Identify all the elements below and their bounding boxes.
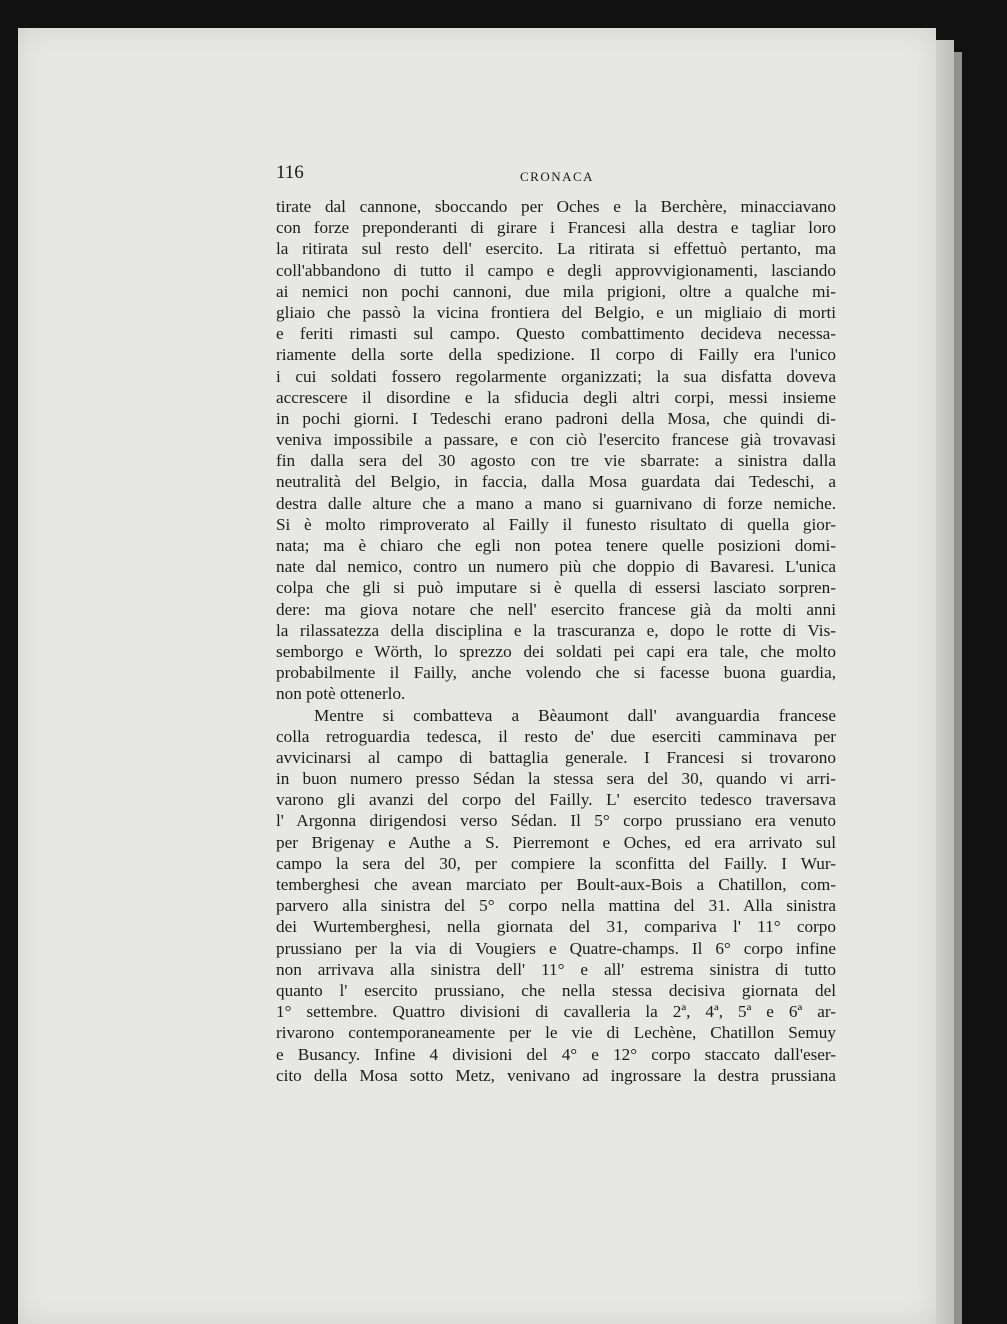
text-line: destra dalle alture che a mano a mano si guarnivano di forze nemiche. xyxy=(276,493,836,513)
text-line: nata; ma è chiaro che egli non potea tenere quelle posizioni domi- xyxy=(276,536,836,555)
text-line: in buon numero presso Sédan la stessa sera del 30, quando vi arri- xyxy=(276,769,836,789)
text-line: e Busancy. Infine 4 divisioni del 4° e 12° corpo staccato dall'eser- xyxy=(276,1044,836,1064)
text-line: la rilassatezza della disciplina e la trascuranza e, dopo le rotte di Vis- xyxy=(276,620,836,640)
page-number: 116 xyxy=(276,162,304,183)
text-line: 1° settembre. Quattro divisioni di cavalleria la 2ª, 4ª, 5ª e 6ª ar- xyxy=(276,1002,836,1022)
text-line: e feriti rimasti sul campo. Questo combattimento decideva necessa- xyxy=(276,324,836,344)
text-line: parvero alla sinistra del 5° corpo nella mattina del 31. Alla sinistra xyxy=(276,896,836,916)
text-line: colla retroguardia tedesca, il resto de' due eserciti camminava per xyxy=(276,726,836,746)
text-line: probabilmente il Failly, anche volendo che si facesse buona guardia, xyxy=(276,663,836,683)
text-line: coll'abbandono di tutto il campo e degli approvvigionamenti, lasciando xyxy=(276,260,836,280)
text-line: riamente della sorte della spedizione. Il corpo di Failly era l'unico xyxy=(276,345,836,365)
text-line: l' Argonna dirigendosi verso Sédan. Il 5° corpo prussiano era venuto xyxy=(276,811,836,831)
page-edge xyxy=(936,40,954,1324)
text-line: dere: ma giova notare che nell' esercito francese già da molti anni xyxy=(276,599,836,619)
text-line: la ritirata sul resto dell' esercito. La ritirata si effettuò pertanto, ma xyxy=(276,239,836,259)
text-line: tirate dal cannone, sboccando per Oches e la Berchère, minacciavano xyxy=(276,197,836,216)
text-line: in pochi giorni. I Tedeschi erano padroni della Mosa, che quindi di- xyxy=(276,408,836,428)
text-line: dei Wurtemberghesi, nella giornata del 31, compariva l' 11° corpo xyxy=(276,917,836,937)
text-line: veniva impossibile a passare, e con ciò l'esercito francese già trovavasi xyxy=(276,430,836,450)
text-line: ai nemici non pochi cannoni, due mila prigioni, oltre a qualche mi- xyxy=(276,281,836,301)
text-line: fin dalla sera del 30 agosto con tre vie sbarrate: a sinistra dalla xyxy=(276,451,836,471)
text-line: avvicinarsi al campo di battaglia generale. I Francesi si trovarono xyxy=(276,747,836,767)
text-line: rivarono contemporaneamente per le vie di Lechène, Chatillon Semuy xyxy=(276,1023,836,1043)
text-line: i cui soldati fossero regolarmente organizzati; la sua disfatta doveva xyxy=(276,366,836,386)
running-head xyxy=(276,162,836,190)
text-line: Si è molto rimproverato al Failly il funesto risultato di quella gior- xyxy=(276,514,836,534)
text-line: colpa che gli si può imputare si è quella di essersi lasciato sorpren- xyxy=(276,578,836,598)
text-line: non arrivava alla sinistra dell' 11° e all' estrema sinistra di tutto xyxy=(276,959,836,979)
text-line: per Brigenay e Authe a S. Pierremont e Oches, ed era arrivato sul xyxy=(276,832,836,852)
paragraph-start-line: Mentre si combatteva a Bèaumont dall' avanguardia francese xyxy=(314,705,836,725)
page-edge-shadow xyxy=(954,52,962,1324)
text-line: varono gli avanzi del corpo del Failly. L' esercito tedesco traversava xyxy=(276,790,836,810)
text-line: nate dal nemico, contro un numero più che doppio di Bavaresi. L'unica xyxy=(276,557,836,577)
paragraph-end-line: non potè ottenerlo. xyxy=(276,684,406,704)
text-line: quanto l' esercito prussiano, che nella stessa decisiva giornata del xyxy=(276,980,836,1000)
text-line: temberghesi che avean marciato per Boult-aux-Bois a Chatillon, com- xyxy=(276,875,836,894)
running-title: CRONACA xyxy=(520,169,595,184)
text-line: cito della Mosa sotto Metz, venivano ad ingrossare la destra prussiana xyxy=(276,1065,836,1085)
text-line: accrescere il disordine e la sfiducia degli altri corpi, messi insieme xyxy=(276,387,836,407)
text-line: gliaio che passò la vicina frontiera del Belgio, e un migliaio di morti xyxy=(276,302,836,322)
text-line: con forze preponderanti di girare i Francesi alla destra e tagliar loro xyxy=(276,218,836,238)
body-text xyxy=(276,196,836,1086)
text-line: neutralità del Belgio, in faccia, dalla Mosa guardata dai Tedeschi, a xyxy=(276,472,836,492)
text-line: semborgo e Wörth, lo sprezzo dei soldati pei capi era tale, che molto xyxy=(276,641,836,661)
text-line: prussiano per la via di Vougiers e Quatre-champs. Il 6° corpo infine xyxy=(276,938,836,958)
text-line: campo la sera del 30, per compiere la sconfitta del Failly. I Wur- xyxy=(276,853,836,873)
